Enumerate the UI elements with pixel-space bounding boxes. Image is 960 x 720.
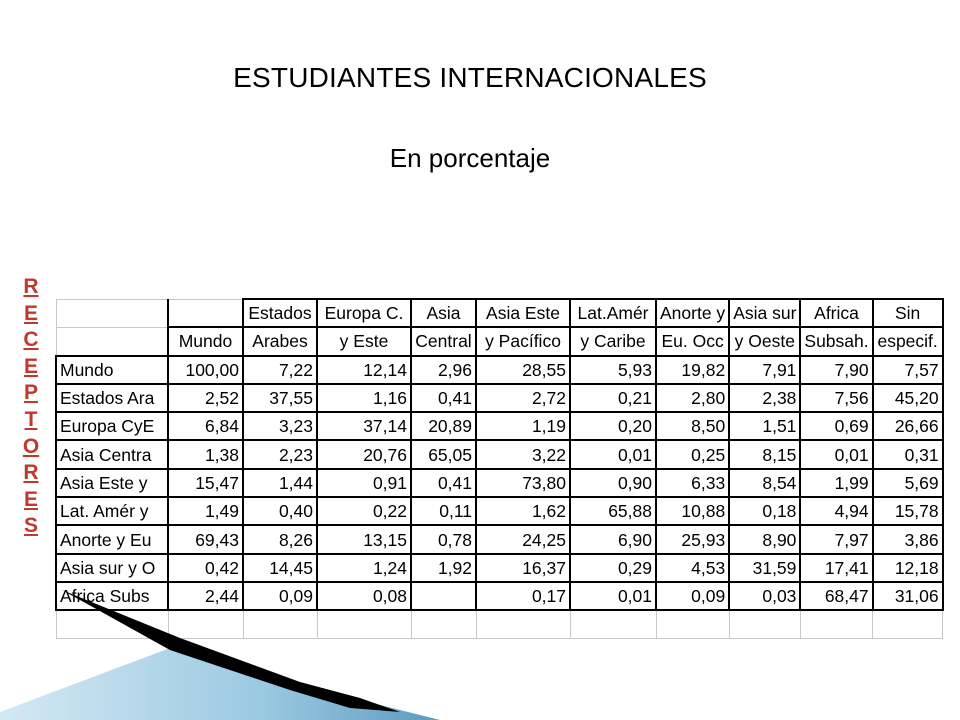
spreadsheet-table — [55, 298, 944, 639]
header-cell: Anorte y — [656, 299, 729, 327]
value-cell: 1,51 — [729, 412, 800, 440]
empty-cell — [873, 610, 943, 638]
row-label-cell: Asia sur y O — [56, 554, 168, 582]
value-cell: 0,29 — [570, 554, 656, 582]
header-cell: Africa — [800, 299, 872, 327]
row-label-cell: Estados Ara — [56, 384, 168, 412]
value-cell: 1,99 — [800, 469, 872, 497]
side-label-letter: E — [23, 487, 38, 511]
value-cell: 7,56 — [800, 384, 872, 412]
header-cell: Subsah. — [800, 327, 872, 355]
empty-cell — [656, 610, 729, 638]
header-cell: Asia — [411, 299, 476, 327]
value-cell: 7,91 — [729, 356, 800, 384]
value-cell: 37,55 — [243, 384, 317, 412]
table-row — [56, 469, 943, 497]
side-label-letter: O — [22, 434, 40, 458]
row-label-cell: Asia Centra — [56, 440, 168, 468]
value-cell: 0,31 — [873, 440, 943, 468]
value-cell: 13,15 — [317, 525, 411, 553]
value-cell: 7,57 — [873, 356, 943, 384]
header-cell: y Caribe — [570, 327, 656, 355]
value-cell: 3,22 — [476, 440, 570, 468]
header-cell: y Pacífico — [476, 327, 570, 355]
value-cell: 2,96 — [411, 356, 476, 384]
header-cell: Sin — [873, 299, 943, 327]
slide-subtitle: En porcentaje — [389, 143, 551, 173]
value-cell: 8,54 — [729, 469, 800, 497]
value-cell: 5,93 — [570, 356, 656, 384]
table-row — [56, 440, 943, 468]
row-label-cell: Asia Este y — [56, 469, 168, 497]
row-label-cell: Anorte y Eu — [56, 525, 168, 553]
value-cell: 10,88 — [656, 497, 729, 525]
value-cell: 8,50 — [656, 412, 729, 440]
header-cell: Eu. Occ — [656, 327, 729, 355]
value-cell: 4,94 — [800, 497, 872, 525]
value-cell: 8,90 — [729, 525, 800, 553]
value-cell: 0,17 — [476, 582, 570, 610]
table-row — [56, 554, 943, 582]
header-cell: y Este — [317, 327, 411, 355]
value-cell: 12,18 — [873, 554, 943, 582]
value-cell: 68,47 — [800, 582, 872, 610]
value-cell: 0,21 — [570, 384, 656, 412]
value-cell: 0,18 — [729, 497, 800, 525]
value-cell: 2,72 — [476, 384, 570, 412]
side-label-letter: T — [24, 407, 38, 431]
value-cell: 2,52 — [168, 384, 243, 412]
value-cell: 0,41 — [411, 384, 476, 412]
value-cell: 7,97 — [800, 525, 872, 553]
side-label-letter: P — [23, 381, 38, 405]
value-cell: 12,14 — [317, 356, 411, 384]
table-row — [56, 384, 943, 412]
row-label-cell: Lat. Amér y — [56, 497, 168, 525]
header-cell — [56, 299, 168, 327]
value-cell: 15,47 — [168, 469, 243, 497]
header-cell: especif. — [873, 327, 943, 355]
header-cell — [168, 299, 243, 327]
header-cell: Asia sur — [729, 299, 800, 327]
value-cell: 1,92 — [411, 554, 476, 582]
side-label-letter: R — [23, 275, 39, 298]
value-cell: 65,05 — [411, 440, 476, 468]
value-cell: 45,20 — [873, 384, 943, 412]
value-cell: 16,37 — [476, 554, 570, 582]
value-cell: 15,78 — [873, 497, 943, 525]
value-cell: 1,62 — [476, 497, 570, 525]
side-label-letter: S — [23, 514, 38, 538]
value-cell: 24,25 — [476, 525, 570, 553]
value-cell: 65,88 — [570, 497, 656, 525]
value-cell: 1,49 — [168, 497, 243, 525]
empty-cell — [476, 610, 570, 638]
value-cell: 28,55 — [476, 356, 570, 384]
value-cell: 6,90 — [570, 525, 656, 553]
value-cell: 6,33 — [656, 469, 729, 497]
value-cell: 0,09 — [243, 582, 317, 610]
row-label-cell: Mundo — [56, 356, 168, 384]
value-cell: 1,24 — [317, 554, 411, 582]
value-cell: 0,91 — [317, 469, 411, 497]
header-cell: Asia Este — [476, 299, 570, 327]
value-cell: 37,14 — [317, 412, 411, 440]
table-row — [56, 412, 943, 440]
value-cell: 0,01 — [570, 582, 656, 610]
side-label-letter: E — [23, 301, 38, 325]
table-row — [56, 525, 943, 553]
empty-cell — [800, 610, 872, 638]
value-cell: 2,38 — [729, 384, 800, 412]
header-cell: Europa C. — [317, 299, 411, 327]
value-cell: 3,23 — [243, 412, 317, 440]
value-cell: 2,80 — [656, 384, 729, 412]
value-cell: 3,86 — [873, 525, 943, 553]
table-row — [56, 356, 943, 384]
value-cell: 0,69 — [800, 412, 872, 440]
value-cell: 7,90 — [800, 356, 872, 384]
value-cell: 0,08 — [317, 582, 411, 610]
value-cell: 2,23 — [243, 440, 317, 468]
value-cell: 0,03 — [729, 582, 800, 610]
value-cell: 1,38 — [168, 440, 243, 468]
value-cell: 2,44 — [168, 582, 243, 610]
value-cell: 17,41 — [800, 554, 872, 582]
value-cell: 0,22 — [317, 497, 411, 525]
value-cell: 31,59 — [729, 554, 800, 582]
value-cell: 31,06 — [873, 582, 943, 610]
value-cell: 0,01 — [570, 440, 656, 468]
value-cell: 1,44 — [243, 469, 317, 497]
header-cell: y Oeste — [729, 327, 800, 355]
empty-cell — [729, 610, 800, 638]
empty-cell — [570, 610, 656, 638]
header-cell — [56, 327, 168, 355]
value-cell: 100,00 — [168, 356, 243, 384]
value-cell: 8,15 — [729, 440, 800, 468]
value-cell: 0,20 — [570, 412, 656, 440]
value-cell: 69,43 — [168, 525, 243, 553]
value-cell: 0,41 — [411, 469, 476, 497]
value-cell: 0,01 — [800, 440, 872, 468]
value-cell: 0,09 — [656, 582, 729, 610]
row-label-cell: Africa Subs — [56, 582, 168, 610]
value-cell: 5,69 — [873, 469, 943, 497]
value-cell: 0,90 — [570, 469, 656, 497]
value-cell: 1,16 — [317, 384, 411, 412]
header-cell: Arabes — [243, 327, 317, 355]
value-cell: 1,19 — [476, 412, 570, 440]
side-label-letter: R — [23, 461, 39, 485]
value-cell: 4,53 — [656, 554, 729, 582]
header-cell: Central — [411, 327, 476, 355]
side-label-letter: E — [23, 354, 38, 378]
slide-title: ESTUDIANTES INTERNACIONALES — [233, 62, 707, 93]
value-cell: 0,42 — [168, 554, 243, 582]
header-cell: Lat.Amér — [570, 299, 656, 327]
row-label-cell: Europa CyE — [56, 412, 168, 440]
value-cell: 0,40 — [243, 497, 317, 525]
value-cell: 0,78 — [411, 525, 476, 553]
header-cell: Mundo — [168, 327, 243, 355]
value-cell: 26,66 — [873, 412, 943, 440]
table-row — [56, 497, 943, 525]
value-cell: 73,80 — [476, 469, 570, 497]
value-cell: 7,22 — [243, 356, 317, 384]
decorative-ribbon — [0, 590, 480, 720]
value-cell: 20,89 — [411, 412, 476, 440]
value-cell: 19,82 — [656, 356, 729, 384]
side-label-letter: C — [23, 328, 39, 352]
receptores-vertical-label — [18, 274, 44, 540]
value-cell: 14,45 — [243, 554, 317, 582]
value-cell: 25,93 — [656, 525, 729, 553]
header-cell: Estados — [243, 299, 317, 327]
value-cell: 0,25 — [656, 440, 729, 468]
value-cell: 6,84 — [168, 412, 243, 440]
value-cell: 8,26 — [243, 525, 317, 553]
value-cell: 20,76 — [317, 440, 411, 468]
value-cell: 0,11 — [411, 497, 476, 525]
